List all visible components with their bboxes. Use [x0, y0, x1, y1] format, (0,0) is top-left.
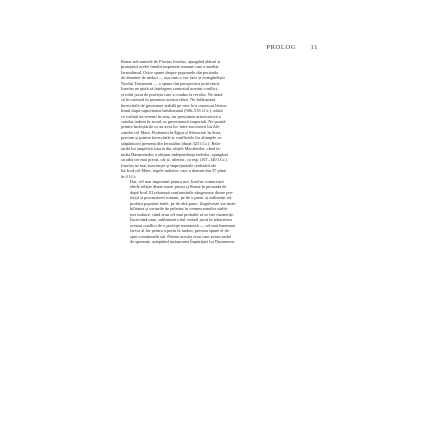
text-line: lui Irod cel Mare, regele iudeilor, care a domnit din 37 până: [121, 168, 226, 174]
text-line: Iosefus ne mai istorisește și împrejurările realizării ale: [121, 162, 217, 168]
text-line: tarile lui ampelică istoria din cărțile Macabeilor, când fa-: [121, 146, 221, 152]
text-line: tori iudaice, când erau cel mai probabil să se iste răzmerițe.: [130, 211, 235, 217]
text-line: după Irod. El relatează confruntările sângeroase dintre pre-: [130, 189, 234, 195]
running-header: [121, 44, 318, 54]
text-line: să aibă cei mai preoți, cât și, ulterior, ca regi (167–140 î.Cr.).: [121, 157, 228, 163]
text-line: limul după captivitatea babiloniană (586–535 î.Cr.), odată: [121, 108, 223, 114]
text-line: că în orientul în prezența acestui răboi. Ne înfățișează: [121, 97, 216, 103]
text-line: de speranțe, așteptând instaurarea Împărăției lui Dumnezeu.: [130, 238, 236, 244]
text-line: în 4 î.Cr.: [121, 173, 137, 179]
text-line: Iosefus ne ajută să înțelegem contextul acestui conflict,: [121, 86, 219, 92]
text-line: precum și printre încercările și conflictele lor alianțele cu: [121, 135, 222, 141]
text-line: ce exilații au revenit în oraș, iar preoțimea aristocratică a: [121, 113, 221, 119]
page-number: 11: [310, 44, 318, 51]
text-line: acestui conflict de o profeție mesianică — cel mai însemnat: [130, 222, 235, 228]
text-line: de dinainte de război — așa cum o vor face și evangheliștii: [121, 75, 225, 81]
text-line: Dar, cel mai important pentru noi, Iosefus conturează: [130, 178, 224, 184]
text-line: spre conaționalii săi. Printre aceștia erau care aveau astfel: [130, 233, 232, 239]
text-line: printre încleștările ce au avut loc între succesorii lui Ale-: [121, 124, 221, 130]
text-line: Ierusalimul. Orice spune despre popoarele din perioada: [121, 69, 219, 75]
text-line: protejatul acelei familii imperiale romane care a asediat: [121, 64, 219, 70]
text-line: stăpânitorii prezenți din Ierusalim (după 323 î.Cr.). Rela-: [121, 140, 221, 146]
text-line: Încercând uma, subliniază rolul central jucat în izbucnirea: [130, 217, 232, 223]
text-line: fecții și procuratorii romani, pe de o parte, și militanții ori: [130, 195, 232, 201]
body-text: [121, 59, 318, 244]
text-line: și rolul jucat de profeția care a condus la revolta. Ne arată: [121, 91, 223, 97]
text-line: ideile relație dintre marii preoți și Roma în perioada de: [130, 184, 227, 190]
paragraph: [121, 179, 318, 244]
text-line: Roma sub numele de Flavius Iosefus, ajungând alături și: [121, 59, 221, 64]
text-line: xandru cel Mare, Ptolemeii în Egipt și Seleucizii în Siria,: [121, 129, 222, 135]
text-line: încercările de guvernare stabilă pe care le-a cunoscut Ierusa-: [121, 102, 228, 108]
text-line: profeții populari iudei, pe de altă parte. Zugrăvește via inste-: [130, 200, 237, 206]
text-line: condus iudeea în acord cu guvernatorii imperiali. Ne poartă: [121, 118, 226, 124]
paragraph: [121, 59, 318, 179]
text-line: Noului Testament — o spune din perspectiva potrivnică.: [121, 80, 221, 86]
text-line: factor al lor pentru a porni la război, precum spune el de-: [130, 228, 231, 234]
text-line: bilitatea și certurile de pelerini în vremea marilor sărbă-: [130, 206, 229, 212]
text-line: milia Hasmoneilor a obținut independența iudeilor, ajungând: [121, 151, 228, 157]
chapter-title: PROLOG: [266, 44, 296, 51]
